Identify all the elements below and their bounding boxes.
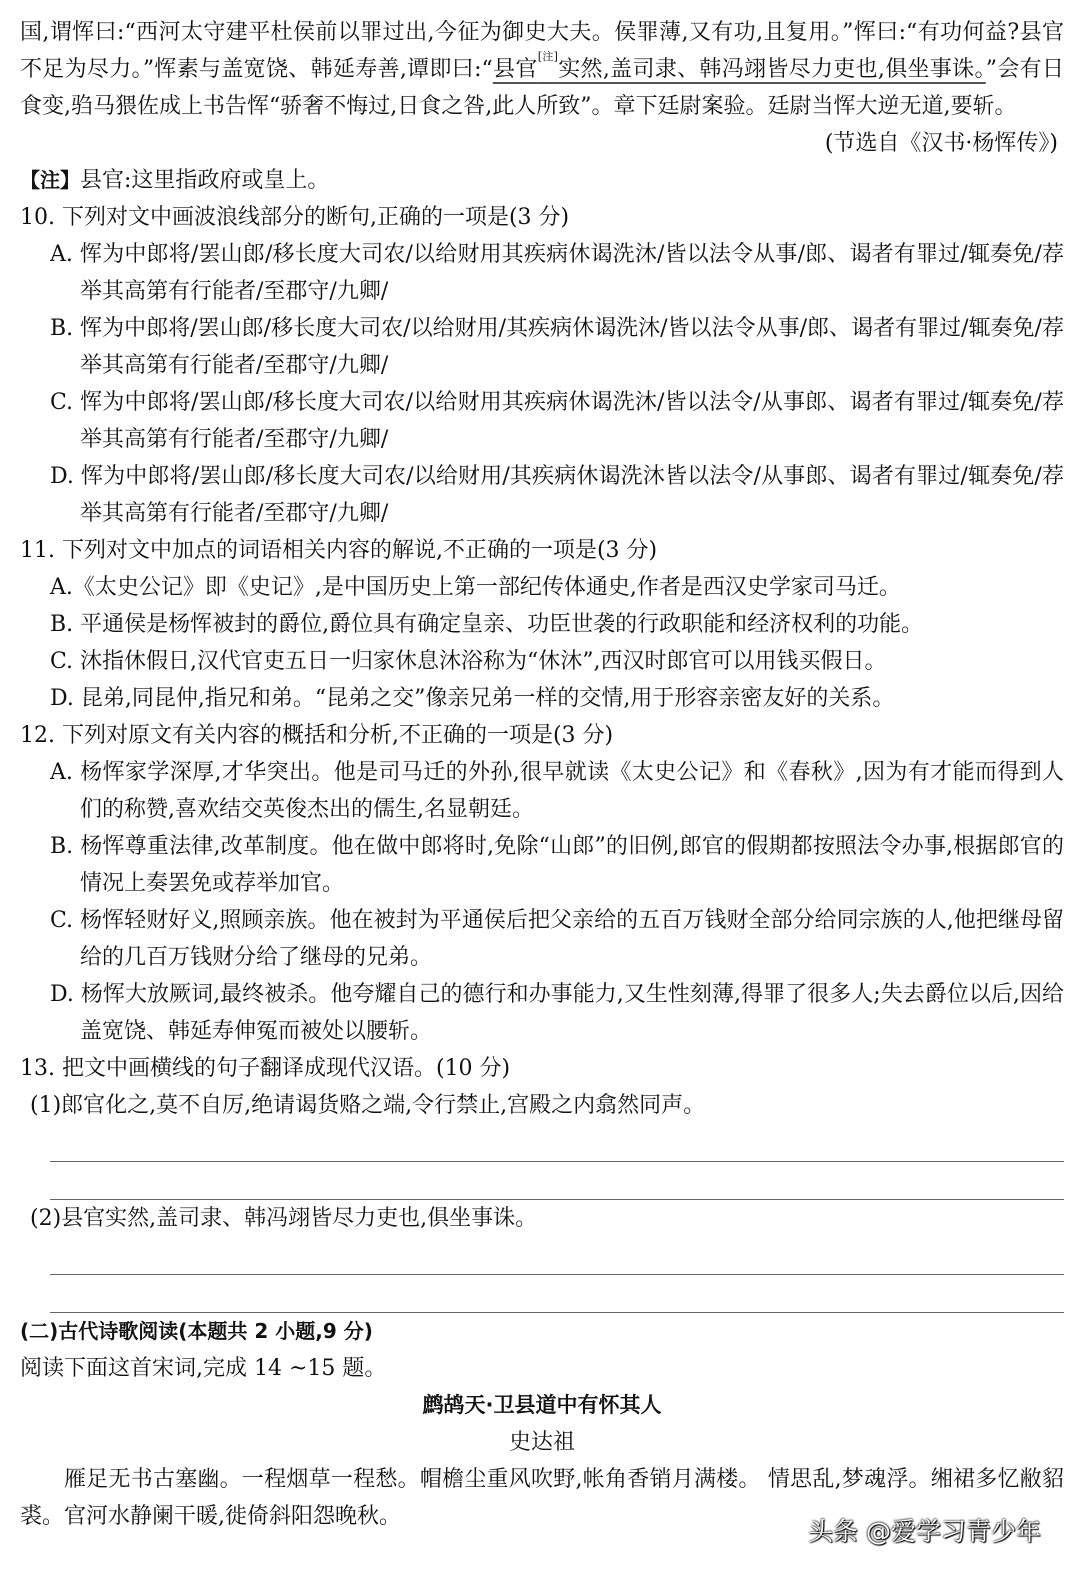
option-b: B. 平通侯是杨恽被封的爵位,爵位具有确定皇亲、功臣世袭的行政职能和经济权利的功能。: [50, 612, 924, 637]
passage-text: ”会有日食变,驺马猥佐成上书告恽“骄奢不悔过,日食之咎,此人所致”。章下廷尉案验。廷尉当恽大逆无道,要斩。: [20, 57, 1064, 119]
poem-author: 史达祖: [508, 1430, 575, 1455]
question-10: [20, 199, 1064, 532]
option-c: C. 恽为中郎将/罢山郎/移长度大司农/以给财用其疾病休谒洗沐/皆以法令/从事郎、谒者有罪过/辄奏免/荐举其高第有行能者/至郡守/九卿/: [50, 390, 1064, 452]
sentence-1: (1)郎官化之,莫不自厉,绝请谒货赂之端,令行禁止,宫殿之内翕然同声。: [30, 1093, 706, 1118]
poem-text: 雁足无书古塞幽。一程烟草一程愁。帽檐尘重风吹野,帐角香销月满楼。 情思乱,梦魂浮。缃裙多忆敝貂裘。官河水静阑干暖,徙倚斜阳怨晚秋。: [20, 1467, 1064, 1529]
source-citation: (节选自《汉书·杨恽传》): [824, 131, 1058, 156]
question-stem: 10. 下列对文中画波浪线部分的断句,正确的一项是(3 分): [20, 205, 570, 230]
note-label: 【注】: [20, 168, 80, 192]
option-c: C. 杨恽轻财好义,照顾亲族。他在被封为平通侯后把父亲给的五百万钱财全部分给同宗族的人,他把继母留给的几百万钱财分给了继母的兄弟。: [50, 908, 1064, 970]
question-stem: 13. 把文中画横线的句子翻译成现代汉语。(10 分): [20, 1056, 511, 1081]
passage-text: 国,谓恽曰:“西河太守建平杜侯前以罪过出,今征为御史大夫。侯罪薄,又有功,且复用。”恽曰:“有功何益?县官不足为尽力。”恽素与盖宽饶、韩延寿善,谭即曰:“: [20, 20, 1064, 82]
option-b: B. 恽为中郎将/罢山郎/移长度大司农/以给财用/其疾病休谒洗沐/皆以法令从事/郎、谒者有罪过/辄奏免/荐举其高第有行能者/至郡守/九卿/: [50, 316, 1064, 378]
sentence-2: (2)县官实然,盖司隶、韩冯翊皆尽力吏也,俱坐事诛。: [30, 1206, 538, 1231]
question-12: [20, 717, 1064, 1050]
note-marker: [注]: [537, 50, 558, 63]
option-b: B. 杨恽尊重法律,改革制度。他在做中郎将时,免除“山郎”的旧例,郎官的假期都按照法令办事,根据郎官的情况上奏罢免或荐举加官。: [50, 834, 1064, 896]
question-13: [20, 1050, 1064, 1313]
footnote: [20, 162, 1064, 199]
answer-line[interactable]: [50, 1275, 1064, 1313]
option-d: D. 昆弟,同昆仲,指兄和弟。“昆弟之交”像亲兄弟一样的交情,用于形容亲密友好的关系。: [50, 686, 895, 711]
answer-line[interactable]: [50, 1162, 1064, 1200]
option-a: A. 杨恽家学深厚,才华突出。他是司马迁的外孙,很早就读《太史公记》和《春秋》,因为有才能而得到人们的称赞,喜欢结交英俊杰出的儒生,名显朝廷。: [50, 760, 1064, 822]
note-text: 县官:这里指政府或皇上。: [80, 168, 330, 193]
answer-line[interactable]: [50, 1237, 1064, 1275]
option-a: A.《太史公记》即《史记》,是中国历史上第一部纪传体通史,作者是西汉史学家司马迁。: [50, 575, 901, 600]
option-c: C. 沐指休假日,汉代官吏五日一归家休息沐浴称为“休沐”,西汉时郎官可以用钱买假日。: [50, 649, 887, 674]
option-d: D. 恽为中郎将/罢山郎/移长度大司农/以给财用/其疾病休谒洗沐皆以法令/从事郎、谒者有罪过/辄奏免/荐举其高第有行能者/至郡守/九卿/: [50, 464, 1064, 526]
poetry-section: [20, 1313, 1064, 1535]
poem-title: 鹧鸪天·卫县道中有怀其人: [422, 1393, 662, 1417]
answer-line[interactable]: [50, 1124, 1064, 1162]
question-11: [20, 532, 1064, 717]
option-a: A. 恽为中郎将/罢山郎/移长度大司农/以给财用其疾病休谒洗沐/皆以法令从事/郎、谒者有罪过/辄奏免/荐举其高第有行能者/至郡守/九卿/: [50, 242, 1064, 304]
underlined-text: 实然,盖司隶、韩冯翊皆尽力吏也,俱坐事诛。: [557, 57, 986, 82]
question-stem: 11. 下列对文中加点的词语相关内容的解说,不正确的一项是(3 分): [20, 538, 658, 563]
passage-paragraph: [20, 14, 1064, 125]
question-stem: 12. 下列对原文有关内容的概括和分析,不正确的一项是(3 分): [20, 723, 614, 748]
underlined-sentence: [492, 50, 986, 82]
underlined-text: 县官: [492, 57, 538, 82]
option-d: D. 杨恽大放厥词,最终被杀。他夸耀自己的德行和办事能力,又生性刻薄,得罪了很多人;失去爵位以后,因给盖宽饶、韩延寿伸冤而被处以腰斩。: [50, 982, 1064, 1044]
exam-page: [20, 14, 1064, 1535]
watermark: 头条 @爱学习青少年: [808, 1517, 1041, 1546]
section-heading: (二)古代诗歌阅读(本题共 2 小题,9 分): [20, 1319, 373, 1343]
section-instruction: 阅读下面这首宋词,完成 14 ~15 题。: [20, 1356, 387, 1381]
